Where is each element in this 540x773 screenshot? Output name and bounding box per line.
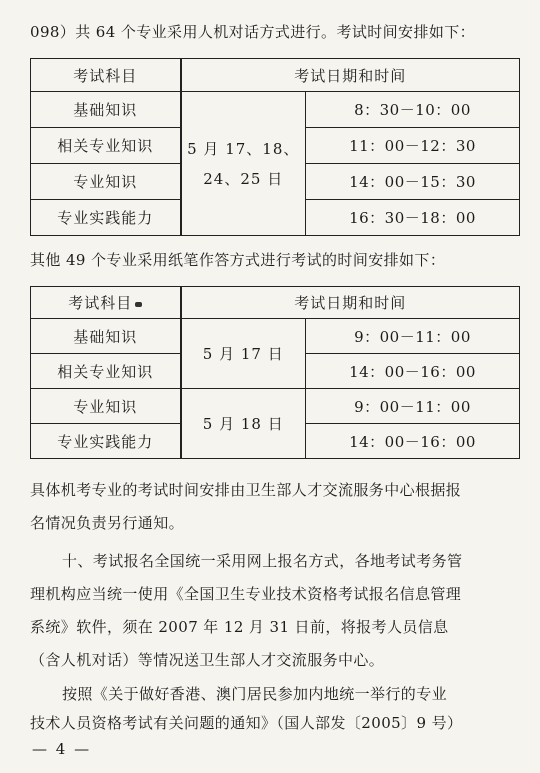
time-cell: 14：00－15：30: [306, 164, 520, 200]
table-header-row: [31, 59, 520, 92]
paragraph-line: 按照《关于做好香港、澳门居民参加内地统一举行的专业: [62, 685, 448, 703]
paper-exam-intro-line: 其他 49 个专业采用纸笔作答方式进行考试的时间安排如下：: [30, 251, 446, 269]
time-cell: 9：00－11：00: [306, 319, 520, 354]
page-number: — 4 —: [32, 740, 92, 758]
subject-cell: 专业实践能力: [31, 424, 181, 459]
table-header-row: [31, 287, 520, 319]
header-subject-label: 考试科目: [68, 294, 133, 312]
table-row: [31, 389, 520, 424]
paragraph-line: 理机构应当统一使用《全国卫生专业技术资格考试报名信息管理: [30, 585, 462, 603]
paragraph-line: 系统》软件，须在 2007 年 12 月 31 日前，将报考人员信息: [30, 618, 449, 636]
paragraph-line: 名情况负责另行通知。: [30, 514, 185, 532]
subject-cell: 专业知识: [31, 164, 181, 200]
intro-line: 098）共 64 个专业采用人机对话方式进行。考试时间安排如下：: [30, 23, 476, 41]
table-row: [31, 319, 520, 354]
date-cell: 5 月 18 日: [181, 389, 306, 459]
header-subject: [31, 287, 181, 319]
subject-cell: 相关专业知识: [31, 128, 181, 164]
subject-cell: 基础知识: [31, 92, 181, 128]
paragraph-line: 具体机考专业的考试时间安排由卫生部人才交流服务中心根据报: [30, 481, 462, 499]
date-line-1: 5 月 17、18、: [187, 139, 300, 158]
header-time: 考试日期和时间: [181, 59, 520, 92]
date-line-2: 24、25 日: [203, 169, 284, 188]
time-cell: 9：00－11：00: [306, 389, 520, 424]
time-cell: 11：00－12：30: [306, 128, 520, 164]
ink-mark: [135, 302, 142, 307]
header-time: 考试日期和时间: [181, 287, 520, 319]
subject-cell: 专业知识: [31, 389, 181, 424]
time-cell: 14：00－16：00: [306, 424, 520, 459]
header-subject: 考试科目: [31, 59, 181, 92]
date-cell: [181, 92, 306, 236]
time-cell: 16：30－18：00: [306, 200, 520, 236]
paper-exam-schedule-table: [30, 286, 520, 459]
computer-exam-schedule-table: [30, 58, 520, 236]
subject-cell: 专业实践能力: [31, 200, 181, 236]
table-row: [31, 92, 520, 128]
paragraph-line: （含人机对话）等情况送卫生部人才交流服务中心。: [30, 651, 385, 669]
time-cell: 8：30－10：00: [306, 92, 520, 128]
time-cell: 14：00－16：00: [306, 354, 520, 389]
subject-cell: 相关专业知识: [31, 354, 181, 389]
date-cell: 5 月 17 日: [181, 319, 306, 389]
subject-cell: 基础知识: [31, 319, 181, 354]
paragraph-line: 技术人员资格考试有关问题的通知》（国人部发〔2005〕9 号）: [30, 714, 463, 732]
paragraph-line: 十、考试报名全国统一采用网上报名方式，各地考试考务管: [62, 552, 463, 570]
